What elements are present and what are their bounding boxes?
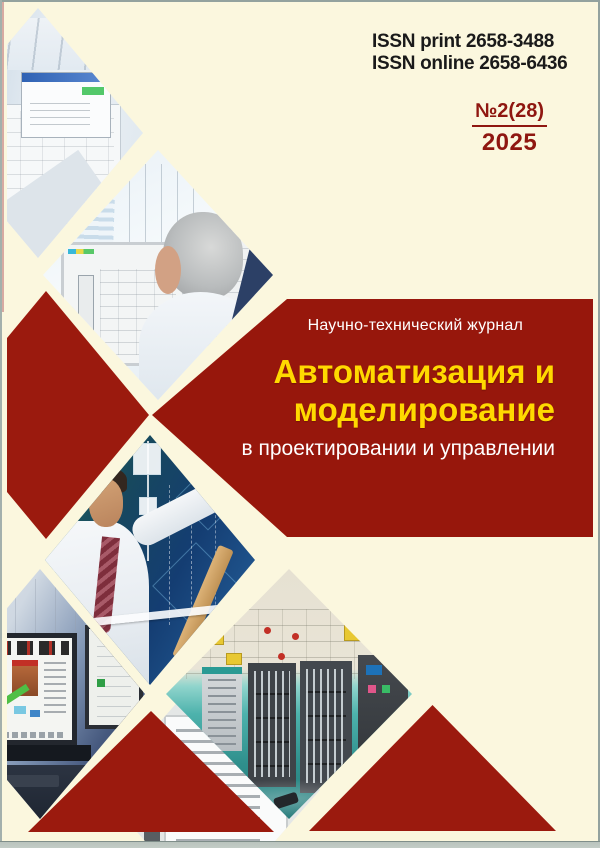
engineer-hand-shape bbox=[211, 484, 235, 506]
pink-button-shape bbox=[368, 685, 376, 693]
green-indicator-shape bbox=[82, 87, 104, 95]
page-border-accent-line bbox=[2, 2, 4, 312]
vent-slats-shape bbox=[254, 671, 290, 777]
engineer-face-shape bbox=[89, 479, 123, 527]
plc-rack-shape bbox=[248, 663, 296, 787]
red-valve-dot bbox=[278, 653, 285, 660]
left-monitor-shape bbox=[7, 633, 77, 745]
dialog-titlebar-shape bbox=[22, 73, 110, 82]
toolbar-shape bbox=[7, 732, 66, 738]
alarm-tiles-shape bbox=[7, 641, 69, 655]
operator-face-shape bbox=[155, 246, 181, 294]
drive-display-shape bbox=[366, 665, 382, 675]
diamond-collage bbox=[7, 7, 593, 841]
column-graphic-shape bbox=[78, 275, 94, 337]
dialog-window-shape bbox=[21, 72, 111, 138]
journal-type-label: Научно-технический журнал bbox=[307, 317, 523, 334]
yellow-box-shape bbox=[196, 627, 224, 645]
teal-label-shape bbox=[202, 667, 242, 674]
green-button-shape bbox=[382, 685, 390, 693]
red-valve-dot bbox=[292, 633, 299, 640]
red-valve-dot bbox=[264, 627, 271, 634]
issn-online-label: ISSN online 2658-6436 bbox=[372, 53, 568, 74]
journal-subtitle: в проектировании и управлении bbox=[241, 437, 555, 460]
cyan-box-shape bbox=[14, 706, 26, 714]
page-border-top bbox=[0, 0, 600, 2]
screen-shape bbox=[7, 638, 72, 740]
dialog-fields-shape bbox=[30, 103, 90, 125]
monitor-stand-shape bbox=[7, 745, 91, 761]
blue-box-shape bbox=[30, 710, 40, 717]
issue-number-label: №2(28) bbox=[472, 100, 547, 127]
legend-strip-shape bbox=[68, 249, 94, 254]
green-indicator-shape bbox=[97, 679, 105, 687]
keyboard-shape bbox=[7, 775, 59, 787]
issue-year-label: 2025 bbox=[481, 129, 538, 156]
issn-print-label: ISSN print 2658-3488 bbox=[372, 31, 554, 52]
journal-title-line2: моделирование bbox=[293, 391, 555, 428]
vessel-cap-shape bbox=[12, 660, 38, 666]
mini-table-shape bbox=[44, 662, 66, 718]
module-slots-shape bbox=[208, 679, 236, 745]
page-border-bottom-strip bbox=[0, 841, 600, 848]
vent-slats-shape bbox=[306, 669, 346, 783]
ceiling-shape bbox=[7, 18, 143, 70]
yellow-box-shape bbox=[226, 653, 242, 665]
schematic-node-shape bbox=[133, 443, 161, 475]
yellow-box-shape bbox=[344, 619, 380, 641]
journal-title-line1: Автоматизация и bbox=[273, 353, 555, 390]
plc-rack-shape bbox=[300, 661, 352, 793]
